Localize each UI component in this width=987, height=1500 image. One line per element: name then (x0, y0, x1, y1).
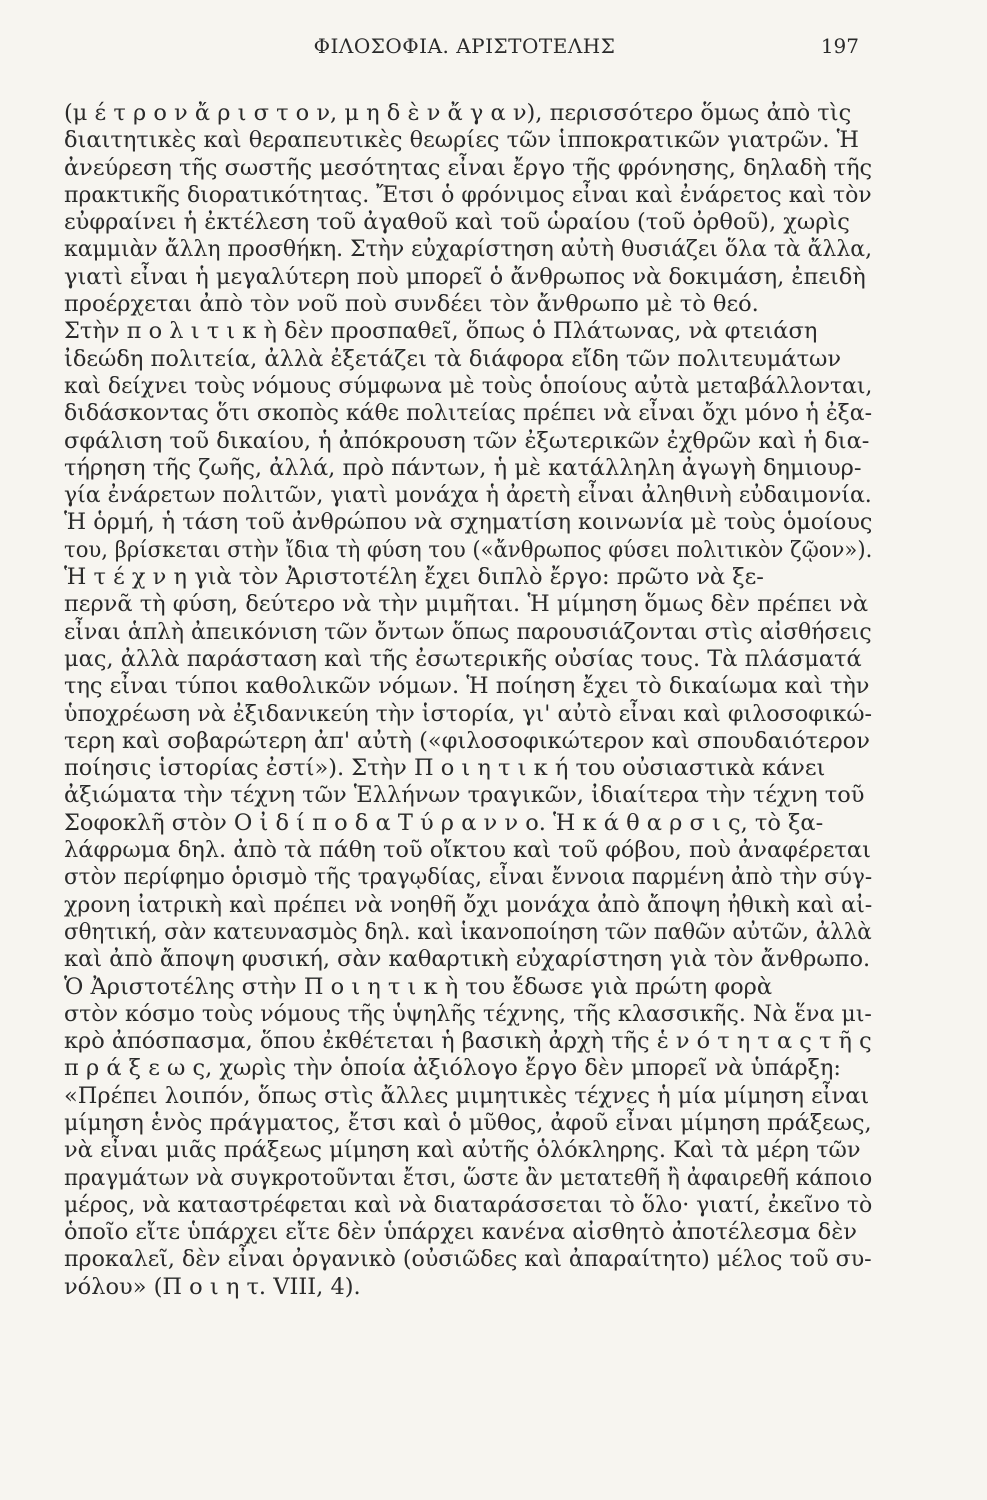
text-line: διδάσκοντας ὅτι σκοπὸς κάθε πολιτείας πρέπει νὰ εἶναι ὄχι μόνο ἡ ἐξα- (64, 400, 873, 427)
text-line: μέρος, νὰ καταστρέφεται καὶ νὰ διαταράσσεται τὸ ὅλο· γιατί, ἐκεῖνο τὸ (64, 1191, 873, 1218)
text-line: Ἡ ὁρμή, ἡ τάση τοῦ ἀνθρώπου νὰ σχηματίση κοινωνία μὲ τοὺς ὁμοίους (64, 509, 873, 536)
text-line: Ἡ τ έ χ ν η γιὰ τὸν Ἀριστοτέλη ἔχει διπλὸ ἔργο: πρῶτο νὰ ξε- (64, 564, 764, 591)
text-line: καὶ ἀπὸ ἄποψη φυσική, σὰν καθαρτικὴ εὐχαρίστηση γιὰ τὸν ἄνθρωπο. (64, 946, 871, 973)
text-line: ἀξιώματα τὴν τέχνη τῶν Ἑλλήνων τραγικῶν, ἰδιαίτερα τὴν τέχνη τοῦ (64, 782, 865, 809)
text-line: της εἶναι τύποι καθολικῶν νόμων. Ἡ ποίηση ἔχει τὸ δικαίωμα καὶ τὴν (64, 673, 870, 700)
text-line: Στὴν π ο λ ι τ ι κ ὴ δὲν προσπαθεῖ, ὅπως ὁ Πλάτωνας, νὰ φτειάση (64, 318, 818, 345)
text-line: ἀνεύρεση τῆς σωστῆς μεσότητας εἶναι ἔργο τῆς φρόνησης, δηλαδὴ τῆς (64, 154, 873, 181)
text-line: διαιτητικὲς καὶ θεραπευτικὲς θεωρίες τῶν ἱπποκρατικῶν γιατρῶν. Ἡ (64, 127, 859, 154)
text-line: ὑποχρέωση νὰ ἐξιδανικεύη τὴν ἱστορία, γι' αὐτὸ εἶναι καὶ φιλοσοφικώ- (64, 700, 873, 727)
text-line: μίμηση ἑνὸς πράγματος, ἔτσι καὶ ὁ μῦθος, ἀφοῦ εἶναι μίμηση πράξεως, (64, 1109, 872, 1136)
text-line: Σοφοκλῆ στὸν Ο ἰ δ ί π ο δ α Τ ύ ρ α ν ν ο. Ἡ κ ά θ α ρ σ ι ς, τὸ ξα- (64, 809, 824, 836)
text-line: λάφρωμα δηλ. ἀπὸ τὰ πάθη τοῦ οἴκτου καὶ τοῦ φόβου, ποὺ ἀναφέρεται (64, 837, 871, 864)
text-line: γιατὶ εἶναι ἡ μεγαλύτερη ποὺ μπορεῖ ὁ ἄνθρωπος νὰ δοκιμάση, ἐπειδὴ (64, 263, 866, 290)
text-line: στὸν περίφημο ὁρισμὸ τῆς τραγῳδίας, εἶναι ἔννοια παρμένη ἀπὸ τὴν σύγ- (64, 864, 873, 891)
text-line: τερη καὶ σοβαρώτερη ἀπ' αὐτὴ («φιλοσοφικώτερον καὶ σπουδαιότερον (64, 727, 870, 754)
text-line: προέρχεται ἀπὸ τὸν νοῦ ποὺ συνδέει τὸν ἄνθρωπο μὲ τὸ θεό. (64, 291, 759, 318)
page-number: 197 (820, 34, 859, 58)
running-head-title: ΦΙΛΟΣΟΦΙΑ. ΑΡΙΣΤΟΤΕΛΗΣ (313, 34, 616, 58)
text-line: του, βρίσκεται στὴν ἴδια τὴ φύση του («ἄνθρωπος φύσει πολιτικὸν ζῷον»). (64, 536, 873, 563)
text-line: «Πρέπει λοιπόν, ὅπως στὶς ἄλλες μιμητικὲς τέχνες ἡ μία μίμηση εἶναι (64, 1082, 870, 1109)
body-text (64, 100, 872, 1301)
text-line: πρακτικῆς διορατικότητας. Ἔτσι ὁ φρόνιμος εἶναι καὶ ἐνάρετος καὶ τὸν (64, 181, 872, 208)
text-line: ὁποῖο εἴτε ὑπάρχει εἴτε δὲν ὑπάρχει κανένα αἰσθητὸ ἀποτέλεσμα δὲν (64, 1219, 857, 1246)
text-line: (μ έ τ ρ ο ν ἄ ρ ι σ τ ο ν, μ η δ ὲ ν ἄ γ α ν), περισσότερο ὅμως ἀπὸ τὶς (64, 100, 852, 126)
text-line: ποίησις ἱστορίας ἐστί»). Στὴν Π ο ι η τ ι κ ή του οὐσιαστικὰ κάνει (64, 755, 826, 782)
text-line: πραγμάτων νὰ συγκροτοῦνται ἔτσι, ὥστε ἂν μετατεθῆ ἢ ἀφαιρεθῆ κάποιο (64, 1164, 873, 1191)
text-line: τήρηση τῆς ζωῆς, ἀλλά, πρὸ πάντων, ἡ μὲ κατάλληλη ἀγωγὴ δημιουρ- (64, 454, 862, 481)
text-line: εἶναι ἁπλὴ ἀπεικόνιση τῶν ὄντων ὅπως παρουσιάζονται στὶς αἰσθήσεις (64, 618, 872, 645)
text-line: περνᾶ τὴ φύση, δεύτερο νὰ τὴν μιμῆται. Ἡ μίμηση ὅμως δὲν πρέπει νὰ (64, 591, 869, 618)
text-line: χρονη ἰατρικὴ καὶ πρέπει νὰ νοηθῆ ὄχι μονάχα ἀπὸ ἄποψη ἠθικὴ καὶ αἰ- (64, 891, 873, 918)
text-line: καμμιὰν ἄλλη προσθήκη. Στὴν εὐχαρίστηση αὐτὴ θυσιάζει ὅλα τὰ ἄλλα, (64, 236, 873, 263)
text-line: π ρ ά ξ ε ω ς, χωρὶς τὴν ὁποία ἀξιόλογο ἔργο δὲν μπορεῖ νὰ ὑπάρξη: (64, 1055, 841, 1082)
text-line: σθητική, σὰν κατευνασμὸς δηλ. καὶ ἱκανοποίηση τῶν παθῶν αὐτῶν, ἀλλὰ (64, 918, 872, 945)
running-head (70, 34, 859, 64)
text-line: μας, ἀλλὰ παράσταση καὶ τῆς ἐσωτερικῆς οὐσίας τους. Τὰ πλάσματά (64, 645, 862, 672)
text-line: γία ἐνάρετων πολιτῶν, γιατὶ μονάχα ἡ ἀρετὴ εἶναι ἀληθινὴ εὐδαιμονία. (64, 482, 872, 509)
text-line: νόλου» (Π ο ι η τ. VIII, 4). (64, 1273, 361, 1300)
text-line: στὸν κόσμο τοὺς νόμους τῆς ὑψηλῆς τέχνης, τῆς κλασσικῆς. Νὰ ἕνα μι- (64, 1000, 872, 1027)
text-line: προκαλεῖ, δὲν εἶναι ὀργανικὸ (οὐσιῶδες καὶ ἀπαραίτητο) μέλος τοῦ συ- (64, 1246, 872, 1273)
text-line: σφάλιση τοῦ δικαίου, ἡ ἀπόκρουση τῶν ἐξωτερικῶν ἐχθρῶν καὶ ἡ δια- (64, 427, 870, 454)
text-line: Ὁ Ἀριστοτέλης στὴν Π ο ι η τ ι κ ὴ του ἔδωσε γιὰ πρώτη φορὰ (64, 973, 773, 1000)
text-line: κρὸ ἀπόσπασμα, ὅπου ἐκθέτεται ἡ βασικὴ ἀρχὴ τῆς ἑ ν ό τ η τ α ς τ ῆ ς (64, 1028, 872, 1055)
text-line: νὰ εἶναι μιᾶς πράξεως μίμηση καὶ αὐτῆς ὁλόκληρης. Καὶ τὰ μέρη τῶν (64, 1137, 861, 1164)
text-line: καὶ δείχνει τοὺς νόμους σύμφωνα μὲ τοὺς ὁποίους αὐτὰ μεταβάλλονται, (64, 372, 873, 399)
text-line: ἰδεώδη πολιτεία, ἀλλὰ ἐξετάζει τὰ διάφορα εἴδη τῶν πολιτευμάτων (64, 345, 842, 372)
text-line: εὐφραίνει ἡ ἐκτέλεση τοῦ ἀγαθοῦ καὶ τοῦ ὡραίου (τοῦ ὀρθοῦ), χωρὶς (64, 209, 850, 236)
